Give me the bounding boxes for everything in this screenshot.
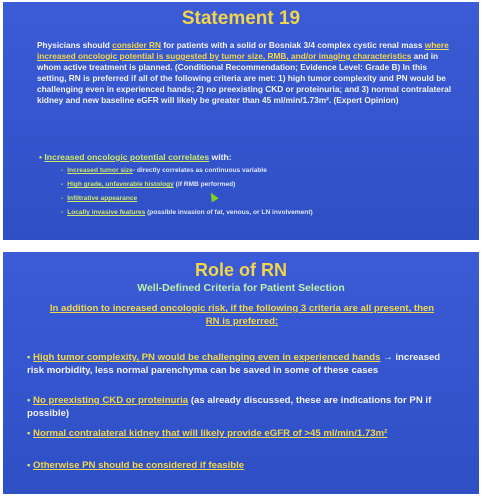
criteria-item-ckd — [27, 395, 457, 420]
slide1-title: Statement 19 — [181, 8, 301, 29]
sub-dash: - — [61, 195, 64, 202]
criteria-label: Normal contralateral kidney that will likely provide eGFR of >45 ml/min/1.73m² — [33, 428, 388, 439]
bullet-dot: • — [27, 460, 31, 471]
sub-rest: (if RMB performed) — [173, 181, 236, 188]
slide-role-of-rn — [3, 252, 479, 494]
sub-item-tumor-size — [61, 167, 267, 174]
intro-text — [11, 303, 473, 328]
sub-rest: (possible invasion of fat, venous, or LN involvement) — [145, 209, 313, 216]
intro-line-2: RN is preferred: — [205, 315, 279, 327]
pointer-cursor-icon — [207, 191, 218, 203]
para-seg-4: and in whom active treatment is planned. (Conditional Recommendation; Evidence Level: Grade B) In this setting, RN is preferred if all of the following criteria are met: 1) high tumor complexity and PN would be challenging even in experienced hands; 2) no preexisting CKD or proteinuria; and 3) normal contralateral kidney and new baseline eGFR will likely be greater than 45 ml/min/1.73m². (Expert Opinion) — [37, 50, 452, 105]
slide2-title: Role of RN — [195, 260, 287, 280]
bullet-main-label: Increased oncologic potential correlates — [44, 152, 210, 162]
sub-rest: - directly correlates as continuous variable — [132, 167, 267, 174]
criteria-label: High tumor complexity, PN would be challenging even in experienced hands — [33, 352, 381, 363]
criteria-item-contralateral — [27, 428, 467, 441]
sub-label: High grade, unfavorable histology — [67, 181, 174, 188]
criteria-label: No preexisting CKD or proteinuria — [33, 395, 189, 406]
criteria-rest: → increased risk morbidity, less normal parenchyma can be saved in some of these cases — [27, 352, 441, 376]
bullet-dot: • — [27, 352, 31, 363]
bullet-dot: • — [27, 428, 31, 439]
sub-label: Infiltrative appearance — [67, 195, 138, 202]
criteria-item-complexity — [27, 352, 457, 377]
statement-paragraph — [37, 40, 457, 105]
sub-label: Increased tumor size — [67, 167, 133, 174]
sub-item-histology — [61, 181, 235, 188]
sub-item-invasive — [61, 209, 313, 216]
bullet-dot: • — [39, 152, 43, 162]
bullet-main-tail: with: — [209, 152, 232, 162]
para-seg-0: Physicians should — [37, 40, 113, 50]
slide-statement-19 — [3, 2, 479, 240]
criteria-label: Otherwise PN should be considered if feasible — [33, 460, 245, 471]
sub-label: Locally invasive features — [67, 209, 146, 216]
intro-line-1: In addition to increased oncologic risk, if the following 3 criteria are all present, then — [49, 303, 435, 314]
criteria-item-otherwise-pn — [27, 460, 457, 473]
bullet-dot: • — [27, 395, 31, 406]
sub-dash: - — [61, 181, 64, 188]
sub-dash: - — [61, 167, 64, 174]
para-seg-consider-rn: consider RN — [112, 40, 162, 50]
sub-dash: - — [61, 209, 64, 216]
bullet-oncologic-potential — [39, 152, 232, 162]
para-seg-oncologic-potential: where increased oncologic potential is suggested by tumor size, RMB, and/or imaging characteristics — [37, 40, 449, 61]
sub-item-infiltrative — [61, 195, 137, 202]
criteria-rest: (as already discussed, these are indications for PN if possible) — [27, 395, 432, 419]
slide2-subtitle: Well-Defined Criteria for Patient Selection — [137, 282, 345, 294]
para-seg-2: for patients with a solid or Bosniak 3/4 complex cystic renal mass — [161, 40, 425, 50]
